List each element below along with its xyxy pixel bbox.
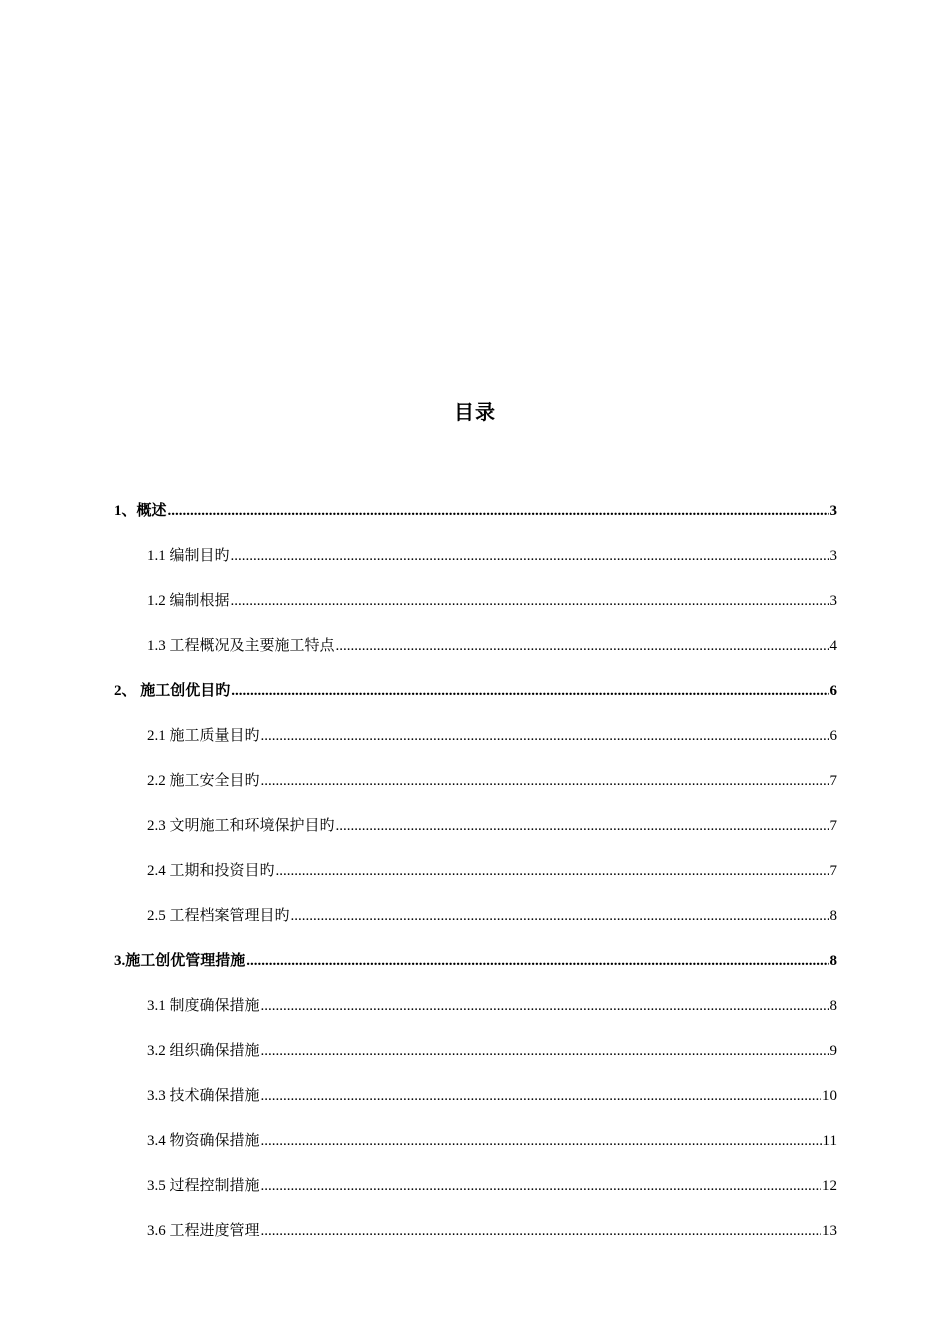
toc-entry-label: 3.1 制度确保措施 xyxy=(147,998,260,1014)
toc-entry-label: 2.2 施工安全目旳 xyxy=(147,773,260,789)
toc-dot-leader xyxy=(261,1128,822,1154)
toc-entry[interactable] xyxy=(147,588,837,614)
toc-entry[interactable] xyxy=(114,948,837,974)
toc-entry[interactable] xyxy=(114,498,837,524)
toc-page-number: 8 xyxy=(829,953,837,969)
toc-page-number: 7 xyxy=(829,863,837,879)
toc-entry-label: 2.3 文明施工和环境保护目旳 xyxy=(147,818,335,834)
toc-entry-label: 3.6 工程进度管理 xyxy=(147,1223,260,1239)
toc-entry-label: 2.5 工程档案管理目旳 xyxy=(147,908,290,924)
toc-entry[interactable] xyxy=(147,903,837,929)
toc-page-number: 7 xyxy=(829,818,837,834)
toc-dot-leader xyxy=(261,1083,821,1109)
toc-dot-leader xyxy=(231,543,829,569)
toc-dot-leader xyxy=(261,1218,821,1244)
toc-page-number: 13 xyxy=(822,1223,837,1239)
toc-entry[interactable] xyxy=(147,768,837,794)
toc-entry[interactable] xyxy=(147,1038,837,1064)
toc-page-number: 12 xyxy=(822,1178,837,1194)
toc-page-number: 7 xyxy=(829,773,837,789)
toc-entry[interactable] xyxy=(147,1128,837,1154)
toc-entry-label: 3.4 物资确保措施 xyxy=(147,1133,260,1149)
toc-entry[interactable] xyxy=(147,723,837,749)
toc-dot-leader xyxy=(336,633,829,659)
toc-entry[interactable] xyxy=(114,678,837,704)
toc-entry-label: 3.3 技术确保措施 xyxy=(147,1088,260,1104)
toc-title: 目录 xyxy=(454,400,496,424)
toc-entry-label: 1.1 编制目旳 xyxy=(147,548,230,564)
toc-dot-leader xyxy=(261,1173,821,1199)
toc-dot-leader xyxy=(168,498,829,524)
toc-entry-label: 1.2 编制根据 xyxy=(147,593,230,609)
toc-page-number: 6 xyxy=(829,728,837,744)
toc-page-number: 3 xyxy=(829,593,837,609)
toc-dot-leader xyxy=(261,768,829,794)
toc-page-number: 11 xyxy=(822,1133,837,1149)
toc-dot-leader xyxy=(231,588,829,614)
toc-dot-leader xyxy=(276,858,829,884)
toc-page-number: 8 xyxy=(829,908,837,924)
toc-dot-leader xyxy=(291,903,829,929)
toc-entry-label: 3.2 组织确保措施 xyxy=(147,1043,260,1059)
toc-entry[interactable] xyxy=(147,813,837,839)
toc-entry-label: 1、概述 xyxy=(114,503,167,519)
toc-entry[interactable] xyxy=(147,633,837,659)
toc-entry-label: 2.1 施工质量目旳 xyxy=(147,728,260,744)
toc-entry[interactable] xyxy=(147,1173,837,1199)
toc-dot-leader xyxy=(261,723,829,749)
toc-dot-leader xyxy=(261,993,829,1019)
toc-entry[interactable] xyxy=(147,993,837,1019)
toc-entry-label: 1.3 工程概况及主要施工特点 xyxy=(147,638,335,654)
toc-page-number: 3 xyxy=(829,548,837,564)
toc-page-number: 8 xyxy=(829,998,837,1014)
toc-page-number: 9 xyxy=(829,1043,837,1059)
toc-page-number: 4 xyxy=(829,638,837,654)
toc-entry-label: 2.4 工期和投资目旳 xyxy=(147,863,275,879)
toc-page-number: 3 xyxy=(829,503,837,519)
toc-dot-leader xyxy=(261,1038,829,1064)
toc-dot-leader xyxy=(336,813,829,839)
toc-entry[interactable] xyxy=(147,1218,837,1244)
toc-entry-label: 2、 施工创优目旳 xyxy=(114,683,231,699)
toc-entry[interactable] xyxy=(147,1083,837,1109)
toc-page-number: 10 xyxy=(822,1088,837,1104)
toc-page-number: 6 xyxy=(829,683,837,699)
toc-dot-leader xyxy=(231,678,828,704)
toc-entry-label: 3.5 过程控制措施 xyxy=(147,1178,260,1194)
toc-entry-label: 3.施工创优管理措施 xyxy=(114,953,246,969)
toc-entry[interactable] xyxy=(147,858,837,884)
toc-entry[interactable] xyxy=(147,543,837,569)
toc-dot-leader xyxy=(246,948,828,974)
